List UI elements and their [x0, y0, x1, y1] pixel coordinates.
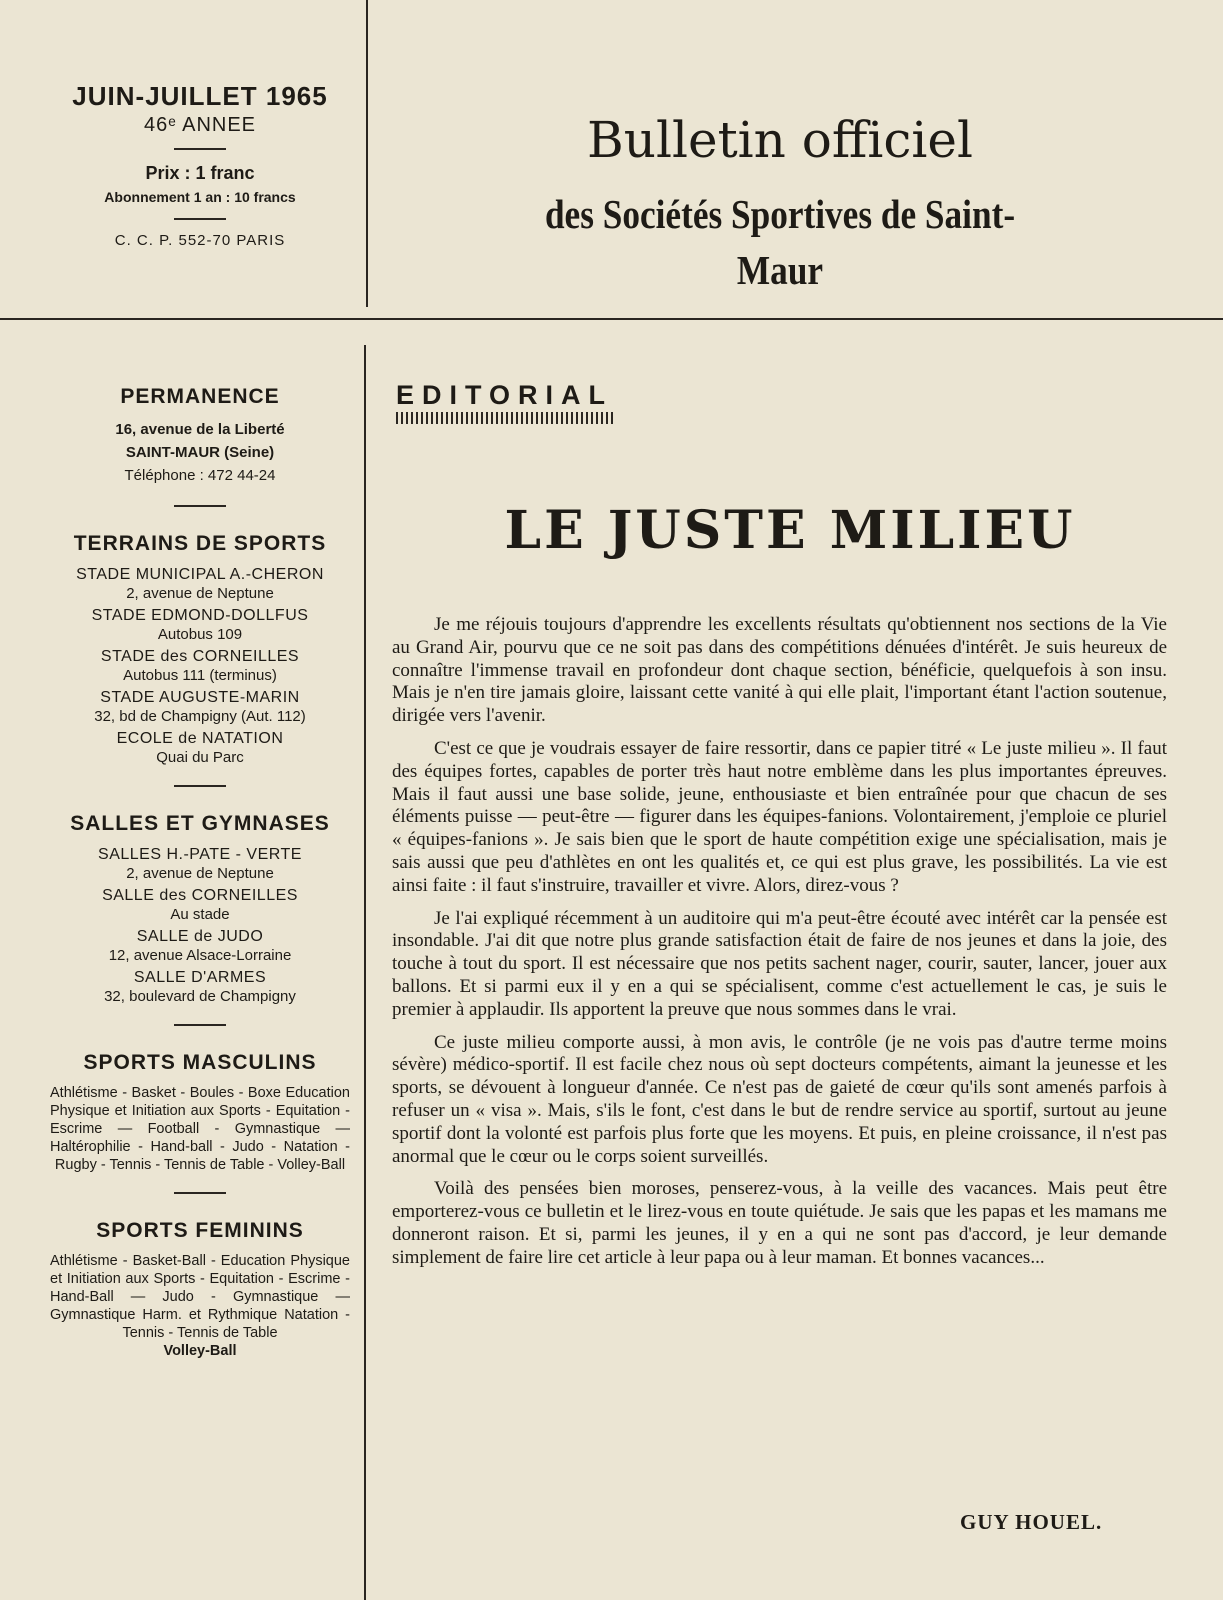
body-column-divider	[364, 345, 366, 1600]
list-item	[50, 688, 350, 726]
issue-info	[40, 80, 360, 252]
sports-masculins-heading: SPORTS MASCULINS	[83, 1051, 317, 1074]
divider-dash	[174, 218, 226, 220]
issue-price: Prix : 1 franc	[145, 163, 255, 183]
article-paragraph: C'est ce que je voudrais essayer de faire ressortir, dans ce papier titré « Le juste milieu ». Il faut des équipes fortes, capables de porter très haut notre emblème dans les plus importantes épreuves. Mais il faut aussi une base solide, jeune, enthousiaste et bien entraînée pour que chacun de ses éléments puisse — peut-être — figurer dans les équipes-fanions. Volontairement, j'emploie ce pluriel « équipes-fanions ». Je sais bien que le sport de haute compétition exige une spécialisation, mais je sais aussi que peu d'athlètes en ont les qualités et, ce qui est plus grave, les possibilités. La vie est ainsi faite : il faut s'instruire, travailler et vivre. Alors, direz-vous ?	[392, 737, 1167, 896]
list-item	[50, 647, 350, 685]
permanence-phone: Téléphone : 472 44-24	[124, 467, 276, 484]
article-paragraph: Voilà des pensées bien moroses, penserez-vous, à la veille des vacances. Mais peut être emporterez-vous ce bulletin et le lirez-vous en toute quiétude. Je sais que les papas et les mamans me donneront raison. Et si, parmi les jeunes, il y en a qui ne sont pas d'accord, je leur demande simplement de faire lire cet article à leur papa ou à leur maman. Et bonnes vacances...	[392, 1178, 1167, 1268]
list-item	[50, 845, 350, 883]
sports-feminins-list: Athlétisme - Basket-Ball - Education Physique et Initiation aux Sports - Equitation - Escrime - Hand-Ball — Judo - Gymnastique — Gymnastique Harm. et Rythmique Natation - Tennis - Tennis de Table	[50, 1253, 350, 1341]
venue-detail: Autobus 109	[157, 626, 243, 643]
divider-dash	[174, 1192, 226, 1194]
sports-feminins-heading: SPORTS FEMININS	[96, 1219, 304, 1242]
masthead-subtitle: des Sociétés Sportives de Saint-Maur	[544, 191, 1016, 293]
venue-detail: Quai du Parc	[156, 749, 244, 766]
venue-detail: 32, bd de Champigny (Aut. 112)	[94, 708, 306, 725]
venue-name: SALLES H.-PATE - VERTE	[98, 846, 302, 863]
section-label: EDITORIAL	[396, 380, 614, 410]
sidebar	[50, 382, 350, 1360]
terrains-heading: TERRAINS DE SPORTS	[73, 532, 327, 555]
list-item	[50, 606, 350, 644]
venue-name: STADE EDMOND-DOLLFUS	[91, 607, 309, 624]
list-item	[50, 927, 350, 965]
venue-detail: Autobus 111 (terminus)	[123, 667, 277, 684]
sports-feminins-last: Volley-Ball	[163, 1343, 237, 1359]
venue-detail: 2, avenue de Neptune	[126, 865, 274, 882]
article-paragraph: Ce juste milieu comporte aussi, à mon avis, le contrôle (je ne vois pas d'autre terme moins sévère) médico-sportif. Il est facile chez nous où sept docteurs compétents, aimant la jeunesse et les sports, se dévouent à longueur d'année. Ce n'est pas de gaieté de cœur qu'ils sont amenés parfois à refuser un « visa ». Mais, s'ils le font, c'est dans le but de rendre service au sportif, surtout au jeune sportif dont la volonté est parfois plus forte que les moyens. Et puis, en pleine croissance, il n'est pas anormal que le cœur ou le corps soient surveillés.	[392, 1031, 1167, 1167]
venue-detail: Au stade	[170, 906, 230, 923]
venue-name: ECOLE de NATATION	[116, 730, 284, 747]
salles-heading: SALLES ET GYMNASES	[70, 812, 330, 835]
venue-name: SALLE des CORNEILLES	[102, 887, 298, 904]
venue-name: STADE des CORNEILLES	[100, 648, 300, 665]
venue-name: STADE AUGUSTE-MARIN	[100, 689, 300, 706]
issue-year: 46ᵉ ANNEE	[143, 114, 257, 136]
venue-name: SALLE D'ARMES	[133, 969, 267, 986]
header-divider	[0, 318, 1223, 320]
sports-masculins-list: Athlétisme - Basket - Boules - Boxe Education Physique et Initiation aux Sports - Equitation - Escrime — Football - Gymnastique — Haltérophilie - Hand-ball - Judo - Natation - Rugby - Tennis - Tennis de Table - Volley-Ball	[50, 1085, 350, 1173]
article-paragraph: Je l'ai expliqué récemment à un auditoire qui m'a peut-être écouté avec intérêt car la pensée est insondable. J'ai dit que notre plus grande satisfaction était de faire de nos jeunes et dans la joie, des touche à tout du sport. Il est nécessaire que nos petits sachent nager, courir, sauter, lancer, jouer aux ballons. Et si parmi eux il y en a qui se spécialisent, comme c'est actuellement le cas, je suis le premier à applaudir. Ils apportent la preuve que nous sommes dans le vrai.	[392, 907, 1167, 1020]
header-column-divider	[366, 0, 368, 307]
article-paragraph: Je me réjouis toujours d'apprendre les excellents résultats qu'obtiennent nos sections de la Vie au Grand Air, pourvu que ce ne soit pas dans des compétitions dénuées d'intérêt. Je suis heureux de connaître l'immense travail en profondeur dont chaque section, bénéficie, quelquefois à son insu. Mais je n'en tire jamais gloire, laissant cette vanité à qui elle plait, l'important étant l'action soutenue, dirigée vers l'avenir.	[392, 614, 1167, 727]
venue-name: SALLE de JUDO	[136, 928, 264, 945]
divider-dash	[174, 785, 226, 787]
issue-date: JUIN-JUILLET 1965	[72, 81, 328, 111]
venue-detail: 2, avenue de Neptune	[126, 585, 274, 602]
divider-dash	[174, 505, 226, 507]
permanence-address: 16, avenue de la Liberté	[115, 421, 285, 438]
venue-detail: 32, boulevard de Champigny	[104, 988, 296, 1005]
list-item	[50, 729, 350, 767]
article-body	[392, 614, 1167, 1280]
masthead-title: Bulletin officiel	[587, 111, 973, 169]
list-item	[50, 968, 350, 1006]
list-item	[50, 565, 350, 603]
permanence-heading: PERMANENCE	[120, 385, 280, 408]
divider-dash	[174, 148, 226, 150]
venue-detail: 12, avenue Alsace-Lorraine	[108, 947, 292, 964]
list-item	[50, 886, 350, 924]
article-signature: GUY HOUEL.	[960, 1510, 1103, 1534]
divider-dash	[174, 1024, 226, 1026]
article-headline: LE JUSTE MILIEU	[504, 500, 1076, 561]
venue-name: STADE MUNICIPAL A.-CHERON	[76, 566, 324, 583]
subscription-price: Abonnement 1 an : 10 francs	[104, 189, 296, 205]
permanence-city: SAINT-MAUR (Seine)	[125, 444, 275, 461]
section-label-underline	[396, 412, 614, 424]
ccp-account: C. C. P. 552-70 PARIS	[114, 232, 286, 249]
